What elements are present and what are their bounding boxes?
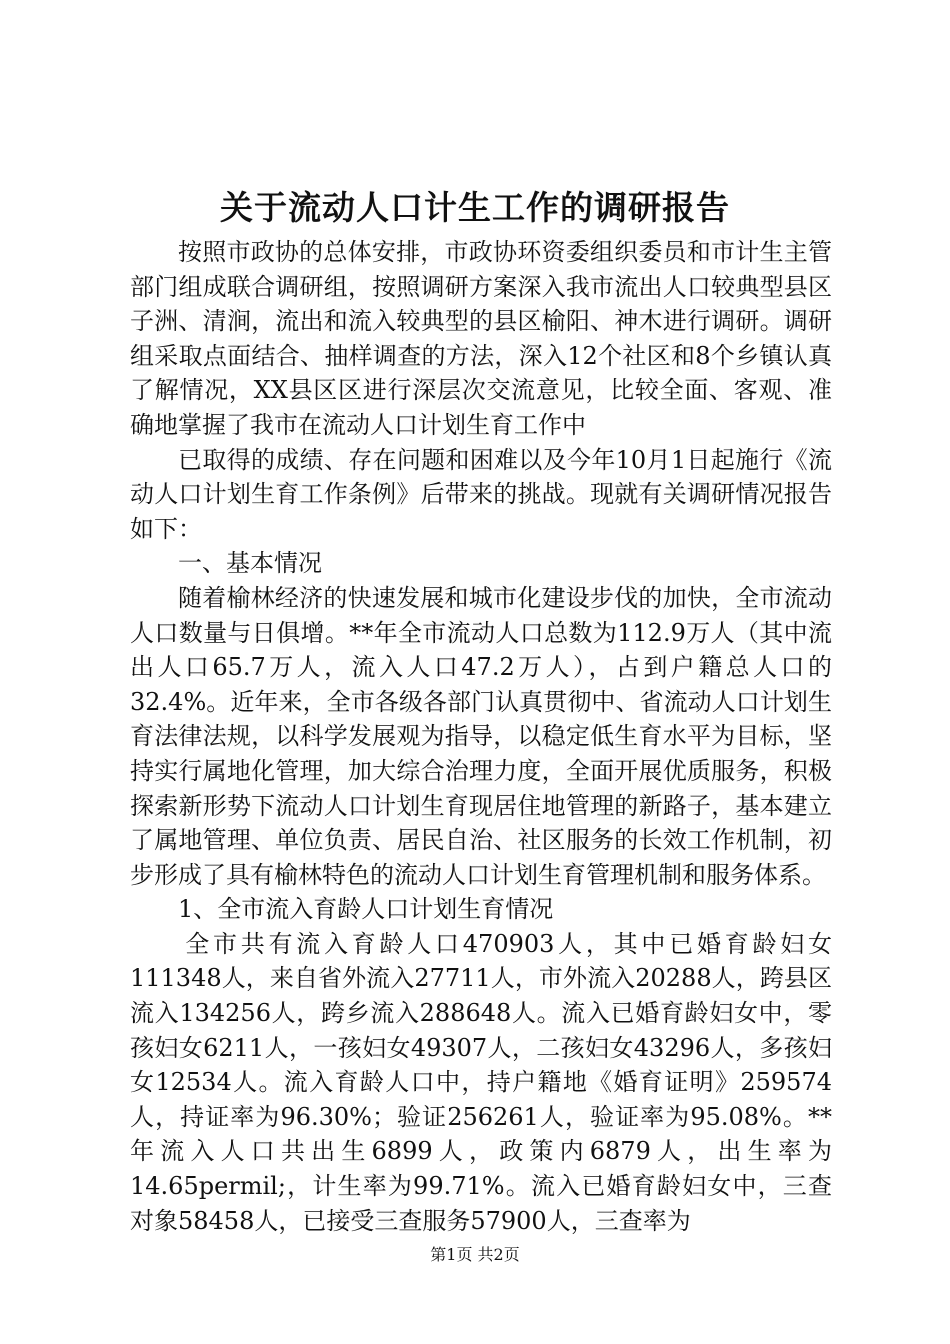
paragraph-basic-situation: 随着榆林经济的快速发展和城市化建设步伐的加快，全市流动人口数量与日俱增。**年全市流动人口总数为112.9万人（其中流出人口65.7万人，流入人口47.2万人），占到户籍总人口的32.4%。近年来，全市各级各部门认真贯彻中、省流动人口计划生育法律法规，以科学发展观为指导，以稳定低生育水平为目标，坚持实行属地化管理，加大综合治理力度，全面开展优质服务，积极探索新形势下流动人口计划生育现居住地管理的新路子，基本建立了属地管理、单位负责、居民自治、社区服务的长效工作机制，初步形成了具有榆林特色的流动人口计划生育管理机制和服务体系。 bbox=[130, 583, 832, 889]
paragraph-achievements: 已取得的成绩、存在问题和困难以及今年10月1日起施行《流动人口计划生育工作条例》后带来的挑战。现就有关调研情况报告如下： bbox=[130, 445, 832, 543]
subheading-inflow-population: 1、全市流入育龄人口计划生育情况 bbox=[178, 895, 554, 924]
page-footer: 第1页 共2页 bbox=[430, 1245, 520, 1264]
paragraph-inflow-statistics: 全市共有流入育龄人口470903人，其中已婚育龄妇女111348人，来自省外流入27711人，市外流入20288人，跨县区流入134256人，跨乡流入288648人。流入已婚育龄妇女中，零孩妇女6211人，一孩妇女49307人，二孩妇女43296人，多孩妇女12534人。流入育龄人口中，持户籍地《婚育证明》259574人，持证率为96.30%；验证256261人，验证率为95.08%。**年流入人口共出生6899人，政策内6879人，出生率为14.65permil;，计生率为99.71%。流入已婚育龄妇女中，三查对象58458人，已接受三查服务57900人，三查率为 bbox=[130, 929, 832, 1235]
paragraph-intro: 按照市政协的总体安排，市政协环资委组织委员和市计生主管部门组成联合调研组，按照调研方案深入我市流出人口较典型县区子洲、清涧，流出和流入较典型的县区榆阳、神木进行调研。调研组采取点面结合、抽样调查的方法，深入12个社区和8个乡镇认真了解情况，XX县区区进行深层次交流意见，比较全面、客观、准确地掌握了我市在流动人口计划生育工作中 bbox=[130, 238, 832, 439]
document-title: 关于流动人口计生工作的调研报告 bbox=[220, 188, 730, 227]
document-body bbox=[130, 235, 832, 1238]
section-heading-basic: 一、基本情况 bbox=[178, 549, 322, 578]
